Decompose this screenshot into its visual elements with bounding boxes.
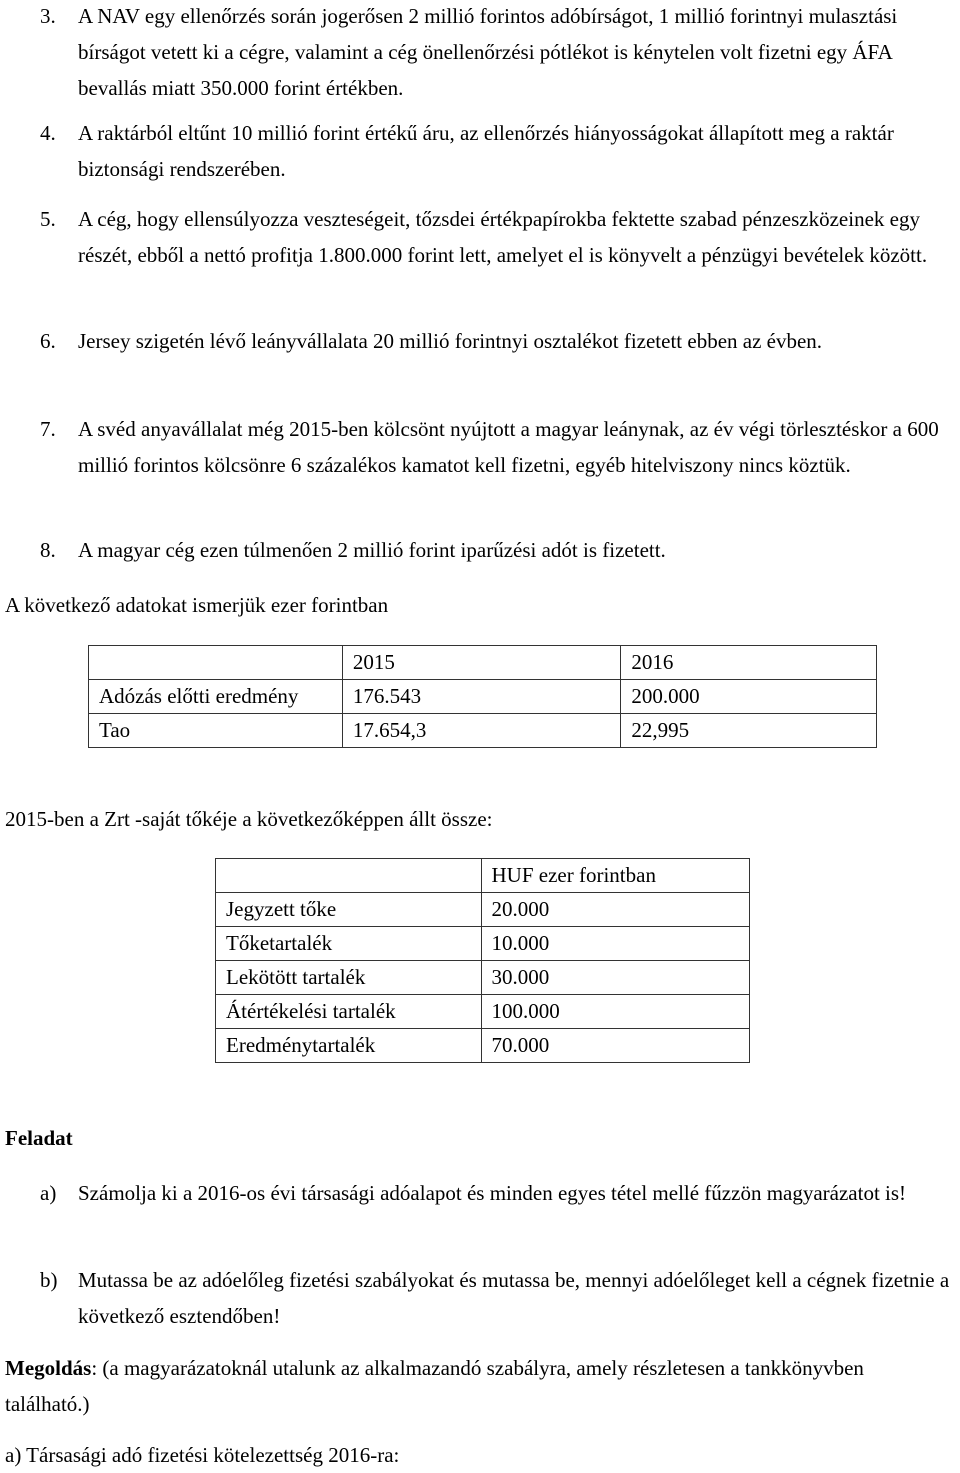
table-cell: Átértékelési tartalék [216,995,482,1029]
table-cell: 20.000 [481,893,749,927]
table-cell: 17.654,3 [342,714,621,748]
results-table [88,645,877,748]
solution-paragraph [5,1350,950,1422]
item-text: A cég, hogy ellensúlyozza veszteségeit, tőzsdei értékpapírokba fektette szabad pénzeszközeinek egy részét, ebből a nettó profitja 1.800.000 forint lett, amelyet el is könyvelt a pénzügyi bevételek között. [78,207,928,267]
task-b [40,1262,960,1334]
table-cell: 2015 [342,646,621,680]
intro-text-2: 2015-ben a Zrt -saját tőkéje a következőképpen állt össze: [5,807,493,831]
table-cell [216,859,482,893]
solution-text: : (a magyarázatoknál utalunk az alkalmazandó szabályra, amely részletesen a tankkönyvben található.) [5,1356,864,1416]
solution-label: Megoldás [5,1356,92,1380]
list-item-8 [40,532,945,568]
table-cell: Eredménytartalék [216,1029,482,1063]
list-item-3 [40,0,945,106]
table-row [89,680,877,714]
table-cell: Jegyzett tőke [216,893,482,927]
table-cell: 200.000 [621,680,877,714]
table-row [216,1029,750,1063]
table-header-row [216,859,750,893]
task-label: a) [40,1181,57,1205]
item-number: 8. [40,538,56,562]
task-text: Mutassa be az adóelőleg fizetési szabályokat és mutassa be, mennyi adóelőleget kell a cégnek fizetnie a következő esztendőben! [78,1268,950,1328]
task-label: b) [40,1268,58,1292]
item-number: 5. [40,207,56,231]
table-cell: Tőketartalék [216,927,482,961]
list-item-4 [40,115,945,187]
table-cell: 30.000 [481,961,749,995]
intro-text-1: A következő adatokat ismerjük ezer forintban [5,593,389,617]
list-item-7 [40,411,945,483]
table-row [216,893,750,927]
table-cell: 70.000 [481,1029,749,1063]
item-number: 4. [40,121,56,145]
item-text: A magyar cég ezen túlmenően 2 millió forint iparűzési adót is fizetett. [78,538,666,562]
item-text: A svéd anyavállalat még 2015-ben kölcsönt nyújtott a magyar leánynak, az év végi törlesztéskor a 600 millió forintos kölcsönre 6 százalékos kamatot kell fizetni, egyéb hitelviszony nincs köztük. [78,417,939,477]
table-cell: Lekötött tartalék [216,961,482,995]
list-item-6 [40,323,945,359]
task-text: Számolja ki a 2016-os évi társasági adóalapot és minden egyes tétel mellé fűzzön magyarázatot is! [78,1181,907,1205]
item-number: 3. [40,4,56,28]
final-line: a) Társasági adó fizetési kötelezettség 2016-ra: [5,1443,400,1467]
table-cell: 2016 [621,646,877,680]
table-row [216,927,750,961]
table-cell: HUF ezer forintban [481,859,749,893]
table-header-row [89,646,877,680]
task-a [40,1175,960,1211]
table-row [216,961,750,995]
table-cell: Tao [89,714,343,748]
item-text: A NAV egy ellenőrzés során jogerősen 2 millió forintos adóbírságot, 1 millió forintnyi mulasztási bírságot vetett ki a cégre, valamint a cég önellenőrzési pótlékot is kénytelen volt fizetni egy ÁFA bevallás miatt 350.000 forint értékben. [78,4,898,100]
table-row [216,995,750,1029]
table-cell: 100.000 [481,995,749,1029]
table-row [89,714,877,748]
task-heading [5,1120,950,1156]
table-cell: Adózás előtti eredmény [89,680,343,714]
list-item-5 [40,201,945,273]
item-number: 6. [40,329,56,353]
table-cell [89,646,343,680]
table-cell: 176.543 [342,680,621,714]
equity-table [215,858,750,1063]
table-cell: 10.000 [481,927,749,961]
item-text: A raktárból eltűnt 10 millió forint értékű áru, az ellenőrzés hiányosságokat állapított meg a raktár biztonsági rendszerében. [78,121,894,181]
table-cell: 22,995 [621,714,877,748]
item-number: 7. [40,417,56,441]
task-heading-text: Feladat [5,1126,73,1150]
item-text: Jersey szigetén lévő leányvállalata 20 millió forintnyi osztalékot fizetett ebben az évben. [78,329,823,353]
